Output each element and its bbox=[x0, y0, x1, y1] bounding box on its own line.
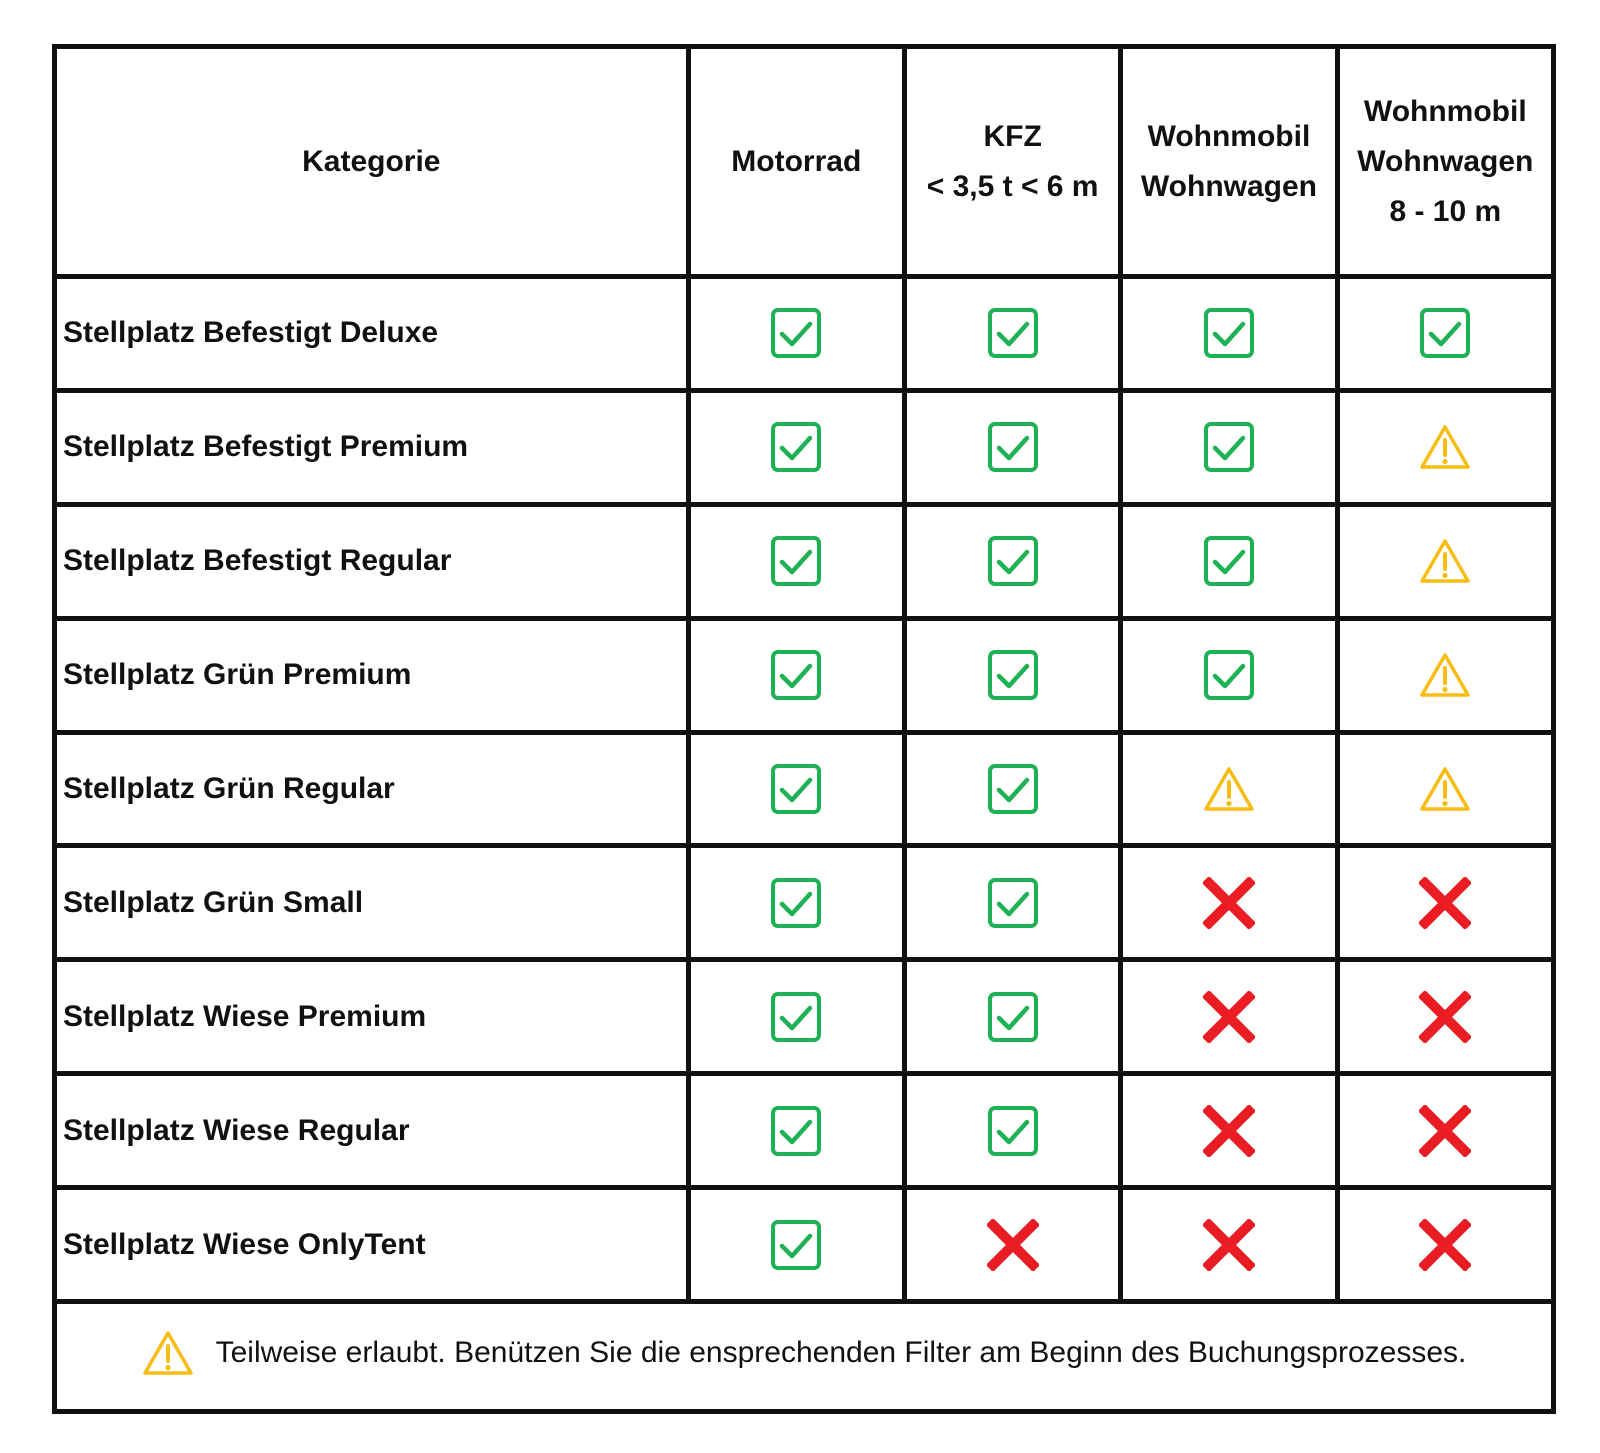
checkbox-check-icon bbox=[987, 535, 1039, 587]
table-row bbox=[55, 277, 1554, 391]
checkbox-check-icon bbox=[1203, 307, 1255, 359]
checkbox-check-icon bbox=[987, 307, 1039, 359]
checkbox-check-icon bbox=[987, 1105, 1039, 1157]
header-line: < 3,5 t < 6 m bbox=[926, 169, 1099, 203]
status-cell bbox=[1121, 846, 1337, 960]
checkbox-check-icon bbox=[1203, 535, 1255, 587]
warning-triangle-icon bbox=[1419, 651, 1471, 699]
header-line: 8 - 10 m bbox=[1389, 194, 1502, 228]
table-row bbox=[55, 504, 1554, 618]
warning-triangle-icon bbox=[1419, 423, 1471, 471]
category-name: Stellplatz Befestigt Deluxe bbox=[55, 277, 689, 391]
checkbox-check-icon bbox=[987, 991, 1039, 1043]
status-cell bbox=[904, 1074, 1120, 1188]
status-cell bbox=[1121, 390, 1337, 504]
status-cell bbox=[1121, 504, 1337, 618]
header-category-label: Kategorie bbox=[302, 144, 441, 178]
checkbox-check-icon bbox=[987, 421, 1039, 473]
status-cell bbox=[688, 1188, 904, 1302]
table-row bbox=[55, 960, 1554, 1074]
status-cell bbox=[1121, 732, 1337, 846]
table-row bbox=[55, 390, 1554, 504]
status-cell bbox=[1121, 1188, 1337, 1302]
status-cell bbox=[1337, 846, 1553, 960]
status-cell bbox=[1337, 277, 1553, 391]
category-name: Stellplatz Wiese Regular bbox=[55, 1074, 689, 1188]
header-line: Wohnmobil bbox=[1147, 119, 1311, 153]
checkbox-check-icon bbox=[1203, 421, 1255, 473]
header-wohnmobil bbox=[1121, 47, 1337, 277]
warning-triangle-icon bbox=[1203, 765, 1255, 813]
status-cell bbox=[904, 390, 1120, 504]
vehicle-category-table bbox=[52, 44, 1556, 1414]
header-row bbox=[55, 47, 1554, 277]
status-cell bbox=[904, 732, 1120, 846]
status-cell bbox=[1337, 504, 1553, 618]
category-name: Stellplatz Grün Premium bbox=[55, 618, 689, 732]
header-line: KFZ bbox=[983, 119, 1042, 153]
status-cell bbox=[904, 618, 1120, 732]
status-cell bbox=[1337, 960, 1553, 1074]
table-row bbox=[55, 1188, 1554, 1302]
cross-icon bbox=[1203, 1219, 1255, 1271]
header-line: Wohnwagen bbox=[1140, 169, 1317, 203]
status-cell bbox=[1121, 960, 1337, 1074]
checkbox-check-icon bbox=[987, 763, 1039, 815]
status-cell bbox=[904, 846, 1120, 960]
legend-text: Teilweise erlaubt. Benützen Sie die ensprechenden Filter am Beginn des Buchungsprozesses. bbox=[215, 1335, 1467, 1369]
checkbox-check-icon bbox=[770, 649, 822, 701]
warning-triangle-icon bbox=[142, 1329, 194, 1377]
category-name: Stellplatz Befestigt Regular bbox=[55, 504, 689, 618]
legend-row bbox=[55, 1302, 1554, 1412]
status-cell bbox=[688, 960, 904, 1074]
status-cell bbox=[1337, 1074, 1553, 1188]
checkbox-check-icon bbox=[770, 991, 822, 1043]
checkbox-check-icon bbox=[770, 307, 822, 359]
legend bbox=[55, 1302, 1554, 1412]
header-kfz bbox=[904, 47, 1120, 277]
status-cell bbox=[1121, 277, 1337, 391]
status-cell bbox=[1337, 618, 1553, 732]
status-cell bbox=[688, 846, 904, 960]
status-cell bbox=[688, 504, 904, 618]
status-cell bbox=[904, 1188, 1120, 1302]
category-name: Stellplatz Wiese OnlyTent bbox=[55, 1188, 689, 1302]
checkbox-check-icon bbox=[987, 877, 1039, 929]
status-cell bbox=[688, 1074, 904, 1188]
status-cell bbox=[904, 960, 1120, 1074]
cross-icon bbox=[1419, 1105, 1471, 1157]
checkbox-check-icon bbox=[770, 535, 822, 587]
checkbox-check-icon bbox=[770, 763, 822, 815]
table-row bbox=[55, 1074, 1554, 1188]
status-cell bbox=[1337, 1188, 1553, 1302]
status-cell bbox=[688, 277, 904, 391]
category-name: Stellplatz Grün Regular bbox=[55, 732, 689, 846]
status-cell bbox=[904, 504, 1120, 618]
category-name: Stellplatz Befestigt Premium bbox=[55, 390, 689, 504]
status-cell bbox=[688, 618, 904, 732]
status-cell bbox=[1121, 618, 1337, 732]
checkbox-check-icon bbox=[770, 1219, 822, 1271]
cross-icon bbox=[1419, 1219, 1471, 1271]
cross-icon bbox=[1419, 877, 1471, 929]
status-cell bbox=[688, 390, 904, 504]
warning-triangle-icon bbox=[1419, 537, 1471, 585]
checkbox-check-icon bbox=[770, 1105, 822, 1157]
status-cell bbox=[1337, 390, 1553, 504]
table-row bbox=[55, 618, 1554, 732]
table-row bbox=[55, 732, 1554, 846]
checkbox-check-icon bbox=[770, 877, 822, 929]
header-category bbox=[55, 47, 689, 277]
status-cell bbox=[1121, 1074, 1337, 1188]
warning-triangle-icon bbox=[1419, 765, 1471, 813]
cross-icon bbox=[1203, 1105, 1255, 1157]
cross-icon bbox=[987, 1219, 1039, 1271]
cross-icon bbox=[1419, 991, 1471, 1043]
cross-icon bbox=[1203, 991, 1255, 1043]
status-cell bbox=[904, 277, 1120, 391]
category-name: Stellplatz Wiese Premium bbox=[55, 960, 689, 1074]
header-line: Wohnwagen bbox=[1357, 144, 1534, 178]
header-motorrad bbox=[688, 47, 904, 277]
checkbox-check-icon bbox=[770, 421, 822, 473]
checkbox-check-icon bbox=[987, 649, 1039, 701]
status-cell bbox=[1337, 732, 1553, 846]
table-row bbox=[55, 846, 1554, 960]
cross-icon bbox=[1203, 877, 1255, 929]
header-line: Motorrad bbox=[731, 144, 862, 178]
header-line: Wohnmobil bbox=[1363, 94, 1527, 128]
header-wohnmobil-large bbox=[1337, 47, 1553, 277]
category-name: Stellplatz Grün Small bbox=[55, 846, 689, 960]
status-cell bbox=[688, 732, 904, 846]
checkbox-check-icon bbox=[1203, 649, 1255, 701]
checkbox-check-icon bbox=[1419, 307, 1471, 359]
